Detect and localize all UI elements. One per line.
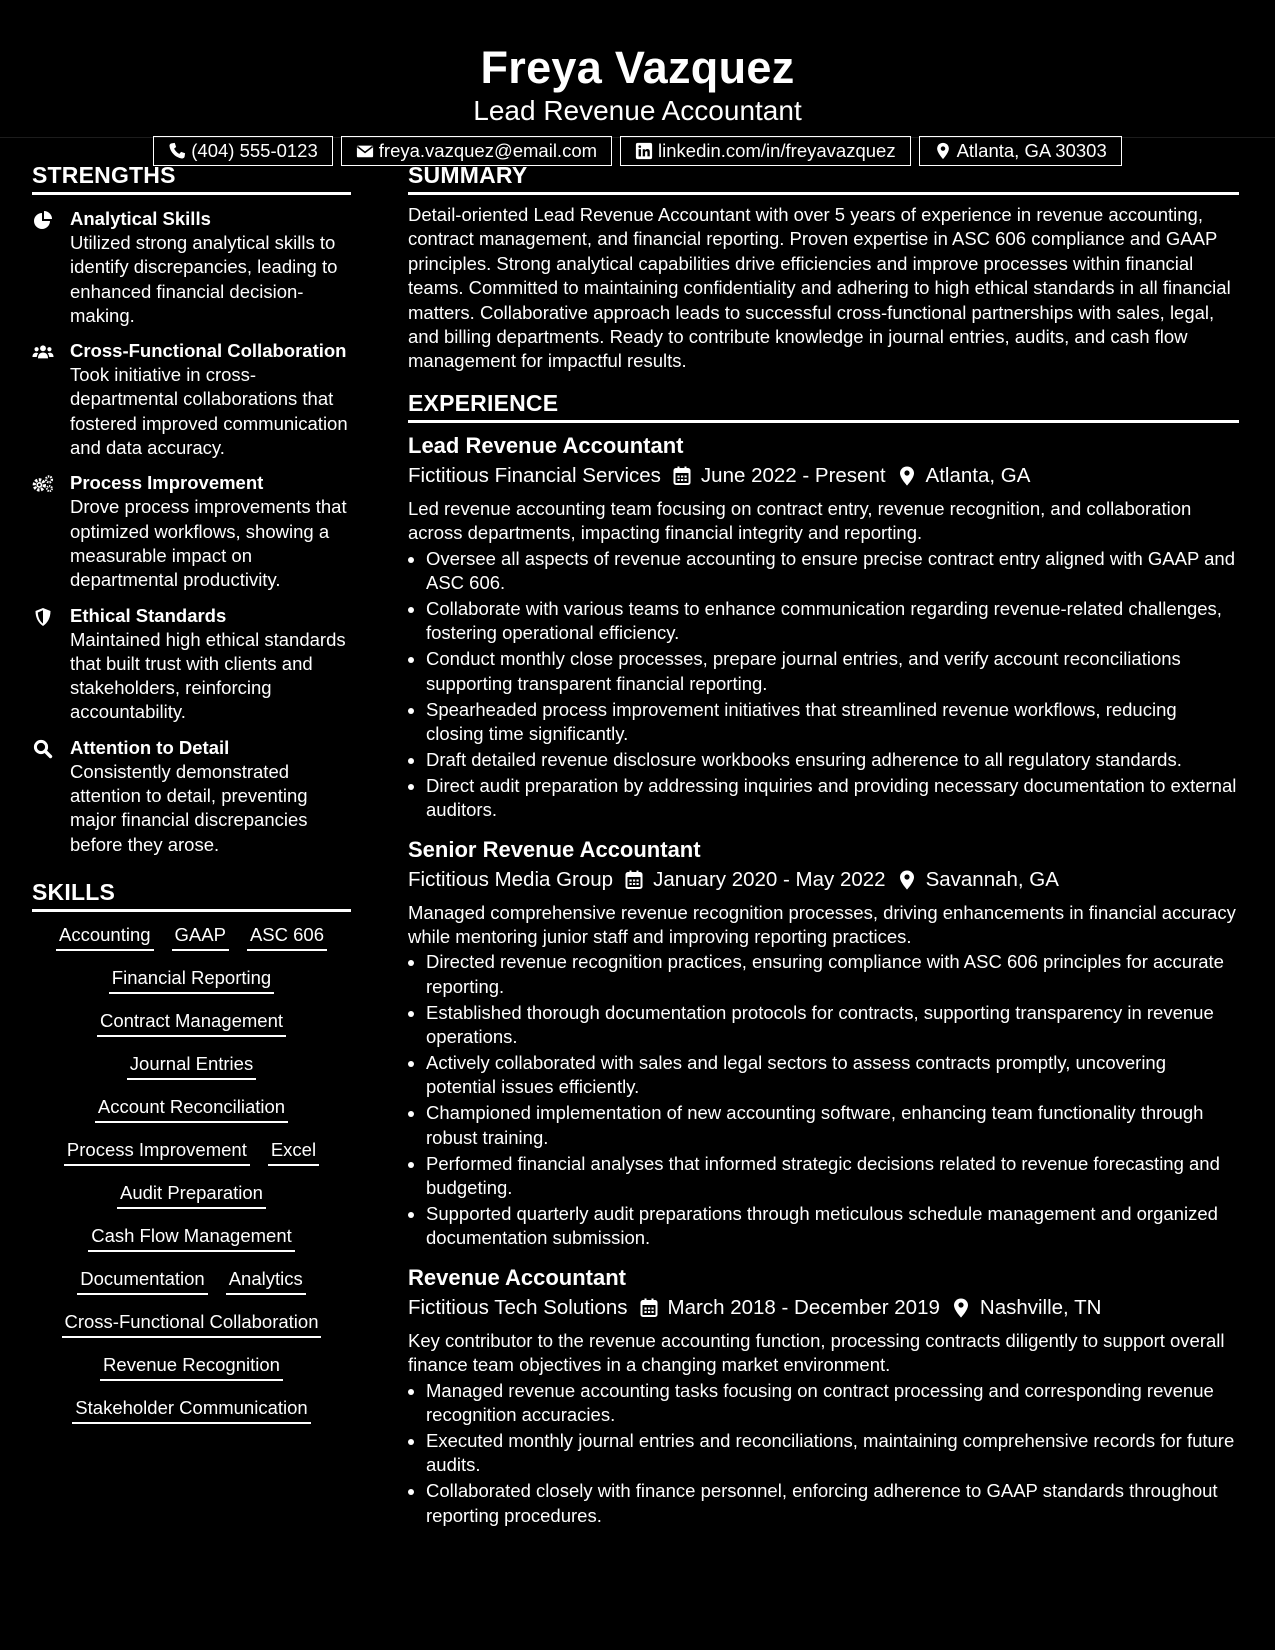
job-description: Managed comprehensive revenue recognition processes, driving enhancements in financial accuracy while mentoring junior staff and improving reporting practices. (408, 901, 1236, 948)
strength-title: Analytical Skills (70, 208, 211, 229)
strength-item (32, 604, 351, 725)
strength-description: Drove process improvements that optimized workflows, showing a measurable impact on departmental productivity. (70, 496, 347, 591)
job-company: Fictitious Tech Solutions (408, 1295, 628, 1319)
skill-tag: GAAP (172, 922, 229, 951)
calendar-icon (625, 870, 643, 890)
job-location: Nashville, TN (979, 1295, 1102, 1319)
job-location: Savannah, GA (925, 867, 1059, 891)
skill-tag: Analytics (226, 1266, 306, 1295)
job-bullet: • Collaborated closely with finance personnel, enforcing adherence to GAAP standards throughout reporting procedures. (426, 1479, 1239, 1528)
job-bullets (408, 1379, 1239, 1528)
skill-tag: Journal Entries (127, 1051, 256, 1080)
skill-tag: Revenue Recognition (100, 1352, 283, 1381)
left-column (32, 138, 351, 1530)
skill-tag: Contract Management (97, 1008, 286, 1037)
skill-tag: Process Improvement (64, 1137, 250, 1166)
strength-item (32, 207, 351, 328)
job-bullet: • Supported quarterly audit preparations through meticulous schedule management and organized documentation submission. (426, 1202, 1239, 1251)
job-meta (408, 1293, 1239, 1323)
skill-row (32, 1266, 351, 1295)
job-bullet: • Executed monthly journal entries and reconciliations, maintaining comprehensive records for future audits. (426, 1429, 1239, 1478)
job-company: Fictitious Financial Services (408, 463, 661, 487)
job-entry (408, 835, 1239, 1251)
strength-title: Ethical Standards (70, 604, 227, 626)
pie-chart-icon (32, 207, 70, 328)
skill-row (32, 1008, 351, 1037)
contact-phone-text: (404) 555-0123 (191, 140, 318, 161)
job-location: Atlanta, GA (925, 463, 1031, 487)
strength-item (32, 339, 351, 460)
candidate-headline: Lead Revenue Accountant (473, 95, 802, 126)
job-title: Revenue Accountant (408, 1264, 627, 1290)
job-title: Senior Revenue Accountant (408, 836, 701, 862)
resume-body (0, 138, 1275, 1530)
skill-row (32, 1352, 351, 1381)
job-dates: January 2020 - May 2022 (653, 867, 886, 891)
job-dates: June 2022 - Present (700, 463, 886, 487)
job-bullet: • Direct audit preparation by addressing inquiries and providing necessary documentation to external auditors. (426, 774, 1239, 823)
skill-row (32, 1051, 351, 1080)
skill-tag: Account Reconciliation (95, 1094, 288, 1123)
job-meta (408, 461, 1239, 491)
skill-tag: ASC 606 (247, 922, 327, 951)
skill-row (32, 1180, 351, 1209)
job-dates: March 2018 - December 2019 (667, 1295, 940, 1319)
contact-linkedin-text: linkedin.com/in/freyavazquez (658, 140, 896, 161)
skill-tag: Documentation (77, 1266, 207, 1295)
skill-row (32, 1094, 351, 1123)
job-entry (408, 431, 1239, 823)
job-bullets (408, 547, 1239, 823)
skill-tag: Audit Preparation (117, 1180, 266, 1209)
contact-email-text: freya.vazquez@email.com (378, 140, 598, 161)
skill-tag: Cash Flow Management (88, 1223, 295, 1252)
candidate-name: Freya Vazquez (480, 42, 795, 93)
skill-row (32, 1223, 351, 1252)
skills-list (32, 922, 351, 1424)
skill-row (32, 1395, 351, 1424)
map-pin-icon (898, 466, 916, 486)
skill-tag: Stakeholder Communication (72, 1395, 310, 1424)
job-bullet: • Managed revenue accounting tasks focusing on contract processing and corresponding revenue recognition accuracies. (426, 1379, 1239, 1428)
shield-icon (32, 604, 70, 725)
gears-icon (32, 471, 70, 592)
skill-row (32, 922, 351, 951)
strength-title: Cross-Functional Collaboration (70, 340, 347, 362)
job-description: Led revenue accounting team focusing on contract entry, revenue recognition, and collaboration across departments, impacting financial integrity and reporting. (408, 497, 1192, 544)
envelope-icon (356, 142, 374, 160)
strengths-heading: STRENGTHS (32, 160, 351, 195)
job-meta (408, 865, 1239, 895)
strength-description: Maintained high ethical standards that built trust with clients and stakeholders, reinforcing accountability. (70, 628, 346, 723)
job-bullet: • Established thorough documentation protocols for contracts, supporting transparency in revenue operations. (426, 1001, 1239, 1050)
strength-description: Consistently demonstrated attention to detail, preventing major financial discrepancies before they arose. (70, 760, 308, 855)
job-bullet: • Performed financial analyses that informed strategic decisions related to revenue forecasting and budgeting. (426, 1152, 1239, 1201)
job-description: Key contributor to the revenue accounting function, processing contracts diligently to support overall finance team objectives in a changing market environment. (408, 1329, 1225, 1376)
job-company: Fictitious Media Group (408, 867, 614, 891)
strengths-list (32, 207, 351, 857)
skill-row (32, 1309, 351, 1338)
strength-title: Process Improvement (70, 472, 264, 494)
skill-row (32, 1137, 351, 1166)
map-pin-icon (952, 1298, 970, 1318)
job-bullet: • Directed revenue recognition practices, ensuring compliance with ASC 606 principles for accurate reporting. (426, 950, 1239, 999)
job-bullet: • Conduct monthly close processes, prepare journal entries, and verify account reconciliations supporting transparent financial reporting. (426, 647, 1239, 696)
job-bullet: • Draft detailed revenue disclosure workbooks ensuring adherence to all regulatory standards. (426, 748, 1239, 772)
skill-row (32, 965, 351, 994)
magnifier-icon (32, 736, 70, 857)
strength-title: Attention to Detail (70, 736, 230, 758)
strength-description: Took initiative in cross-departmental collaborations that fostered improved communication and data accuracy. (70, 364, 348, 459)
map-pin-icon (898, 870, 916, 890)
summary-heading: SUMMARY (408, 160, 1239, 195)
job-bullets (408, 950, 1239, 1250)
right-column (408, 138, 1239, 1530)
skill-tag: Financial Reporting (109, 965, 274, 994)
skill-tag: Excel (268, 1137, 319, 1166)
strength-item (32, 471, 351, 592)
job-bullet: • Collaborate with various teams to enhance communication regarding revenue-related challenges, fostering operational efficiency. (426, 597, 1239, 646)
job-bullet: • Spearheaded process improvement initiatives that streamlined revenue workflows, reducing closing time significantly. (426, 698, 1239, 747)
job-title: Lead Revenue Accountant (408, 432, 684, 458)
job-entry (408, 1263, 1239, 1528)
skill-tag: Cross-Functional Collaboration (62, 1309, 322, 1338)
experience-heading: EXPERIENCE (408, 388, 1239, 423)
strength-item (32, 736, 351, 857)
skills-heading: SKILLS (32, 877, 351, 912)
contact-location-text: Atlanta, GA 30303 (956, 140, 1107, 161)
calendar-icon (640, 1298, 658, 1318)
resume-header (0, 0, 1275, 161)
job-bullet: • Oversee all aspects of revenue accounting to ensure precise contract entry aligned with GAAP and ASC 606. (426, 547, 1239, 596)
strength-description: Utilized strong analytical skills to identify discrepancies, leading to enhanced financial decision-making. (70, 232, 338, 326)
job-bullet: • Actively collaborated with sales and legal sectors to assess contracts promptly, uncovering potential issues efficiently. (426, 1051, 1239, 1100)
skill-tag: Accounting (56, 922, 154, 951)
calendar-icon (673, 466, 691, 486)
summary-text: Detail-oriented Lead Revenue Accountant with over 5 years of experience in revenue accounting, contract management, and financial reporting. Proven expertise in ASC 606 compliance and GAAP principles. Strong analytical capabilities drive efficiencies and improve processes within financial teams. Committed to maintaining confidentiality and adhering to high ethical standards in all financial matters. Collaborative approach leads to successful cross-functional partnerships with sales, legal, and billing departments. Ready to contribute knowledge in journal entries, audits, and cash flow management for impactful results. (408, 204, 1231, 372)
job-bullet: • Championed implementation of new accounting software, enhancing team functionality through robust training. (426, 1101, 1239, 1150)
users-icon (32, 339, 70, 460)
